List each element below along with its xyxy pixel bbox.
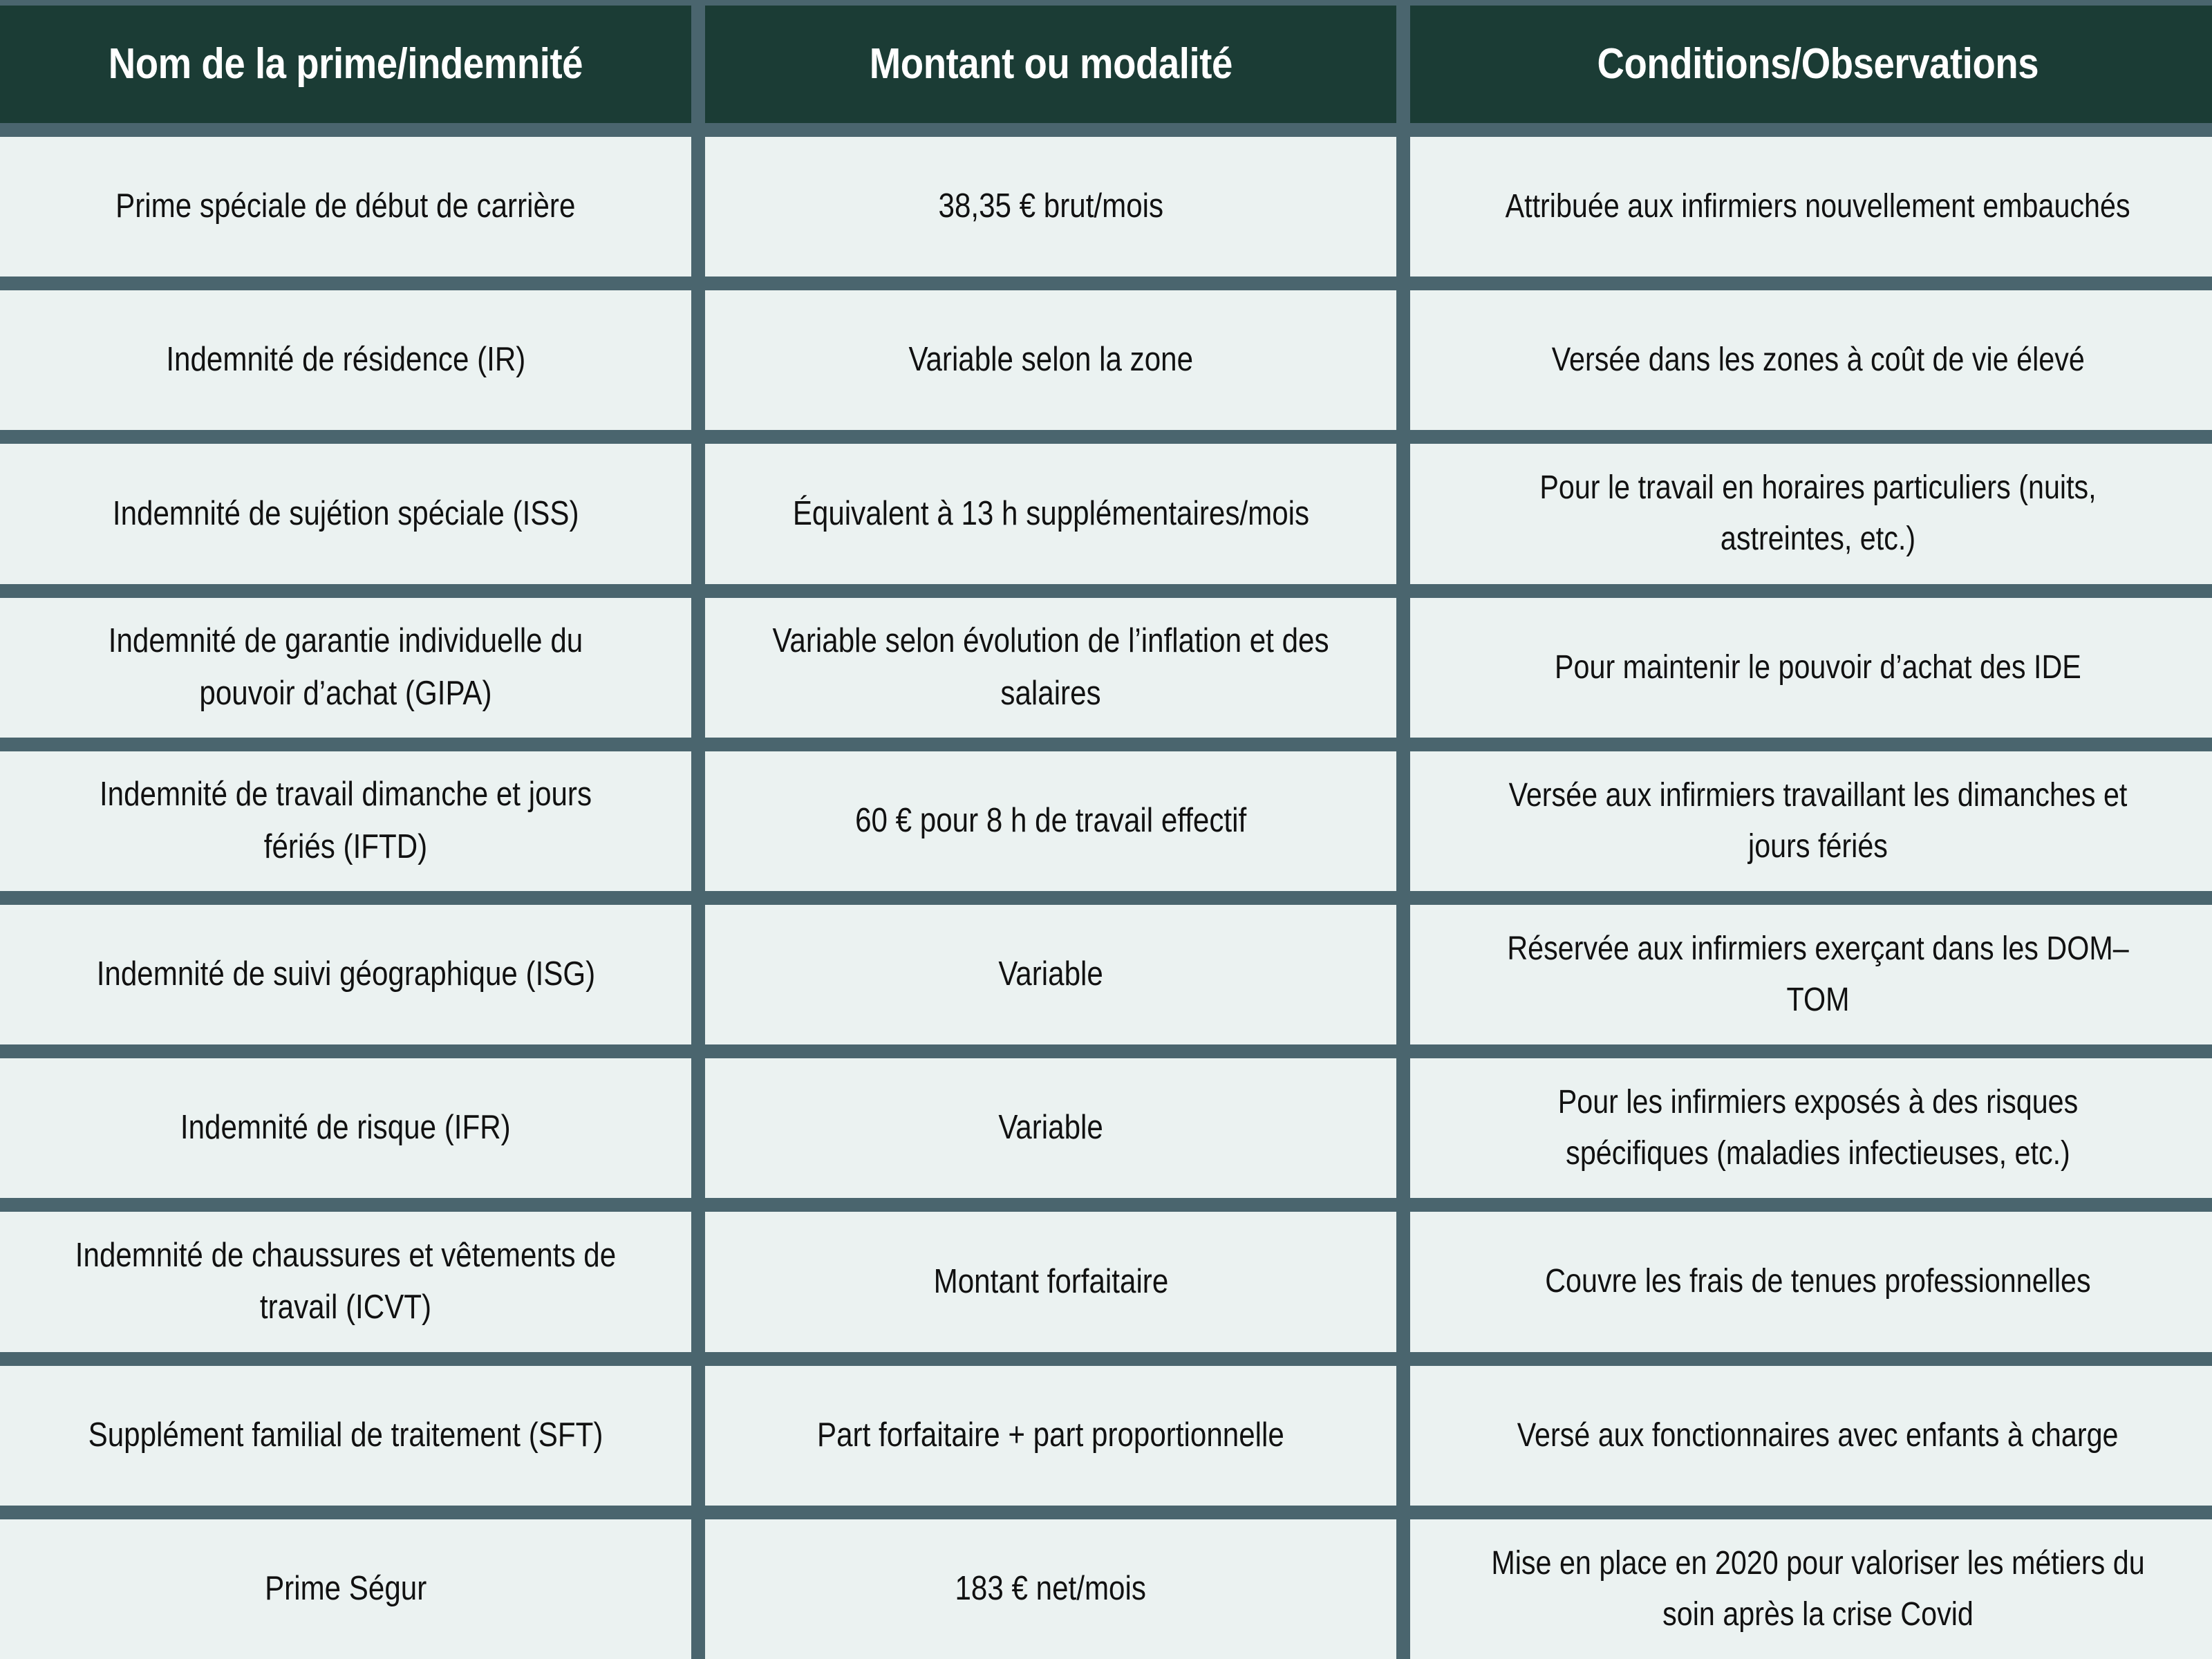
table-row	[1410, 137, 2212, 276]
column-header-conditions-label: Conditions/Observations	[1597, 39, 2039, 88]
table-row	[1410, 1058, 2212, 1198]
cell-conditions: Réservée aux infirmiers exerçant dans les DOM–TOM	[1507, 930, 2129, 1019]
table-row	[705, 444, 1396, 583]
cell-name: Indemnité de risque (IFR)	[180, 1109, 511, 1147]
cell-conditions: Versé aux fonctionnaires avec enfants à charge	[1517, 1416, 2119, 1454]
cell-conditions: Pour les infirmiers exposés à des risques spécifiques (maladies infectieuses, etc.)	[1557, 1083, 2079, 1172]
table-row	[705, 290, 1396, 430]
cell-amount: Part forfaitaire + part proportionnelle	[817, 1416, 1284, 1454]
column-header-conditions	[1410, 6, 2212, 123]
cell-amount: Variable	[998, 1109, 1103, 1147]
table-row	[0, 751, 691, 891]
table-row	[0, 1212, 691, 1351]
cell-name: Indemnité de garantie individuelle du pouvoir d’achat (GIPA)	[108, 621, 583, 712]
table-row	[0, 598, 691, 738]
table-row	[1410, 751, 2212, 891]
table-row	[1410, 598, 2212, 738]
table-row	[705, 1058, 1396, 1198]
cell-amount: 183 € net/mois	[955, 1569, 1147, 1607]
cell-name: Prime Ségur	[264, 1569, 427, 1607]
column-header-name	[0, 6, 691, 123]
table-row	[0, 905, 691, 1044]
cell-conditions: Versée dans les zones à coût de vie élevé	[1551, 341, 2085, 379]
cell-amount: 60 € pour 8 h de travail effectif	[854, 801, 1247, 839]
table-row	[0, 1058, 691, 1198]
table-row	[0, 444, 691, 583]
cell-amount: Équivalent à 13 h supplémentaires/mois	[792, 494, 1309, 532]
cell-name: Indemnité de chaussures et vêtements de travail (ICVT)	[75, 1236, 617, 1327]
cell-conditions: Versée aux infirmiers travaillant les dimanches et jours fériés	[1508, 776, 2128, 865]
table-row	[705, 137, 1396, 276]
table-row	[0, 290, 691, 430]
table-row	[705, 1366, 1396, 1506]
table-row	[1410, 1519, 2212, 1659]
cell-amount: Montant forfaitaire	[933, 1262, 1168, 1300]
table-row	[1410, 290, 2212, 430]
cell-conditions: Couvre les frais de tenues professionnelles	[1545, 1263, 2091, 1300]
table-row	[1410, 905, 2212, 1044]
table-row	[705, 905, 1396, 1044]
cell-amount: Variable	[998, 955, 1103, 993]
table-row	[705, 598, 1396, 738]
table-row	[0, 1366, 691, 1506]
cell-amount: Variable selon la zone	[908, 341, 1193, 379]
cell-conditions: Mise en place en 2020 pour valoriser les métiers du soin après la crise Covid	[1491, 1544, 2145, 1633]
cell-amount: 38,35 € brut/mois	[938, 187, 1163, 225]
cell-conditions: Pour maintenir le pouvoir d’achat des IDE	[1555, 648, 2081, 686]
cell-name: Supplément familial de traitement (SFT)	[88, 1416, 603, 1454]
cell-name: Prime spéciale de début de carrière	[115, 187, 576, 225]
table-row	[0, 1519, 691, 1659]
cell-conditions: Attribuée aux infirmiers nouvellement embauchés	[1505, 187, 2131, 225]
column-header-amount	[705, 6, 1396, 123]
table-row	[1410, 1212, 2212, 1351]
table-row	[705, 1212, 1396, 1351]
column-header-name-label: Nom de la prime/indemnité	[108, 39, 583, 88]
cell-conditions: Pour le travail en horaires particuliers (nuits, astreintes, etc.)	[1539, 469, 2097, 558]
table-row	[705, 1519, 1396, 1659]
cell-name: Indemnité de suivi géographique (ISG)	[96, 955, 595, 993]
table-row	[1410, 1366, 2212, 1506]
column-header-amount-label: Montant ou modalité	[869, 39, 1232, 88]
cell-name: Indemnité de sujétion spéciale (ISS)	[112, 494, 579, 532]
cell-name: Indemnité de résidence (IR)	[165, 341, 525, 379]
table-row	[705, 751, 1396, 891]
table-row	[0, 137, 691, 276]
cell-amount: Variable selon évolution de l’inflation et des salaires	[772, 621, 1329, 712]
table-row	[1410, 444, 2212, 583]
cell-name: Indemnité de travail dimanche et jours fériés (IFTD)	[99, 775, 592, 865]
